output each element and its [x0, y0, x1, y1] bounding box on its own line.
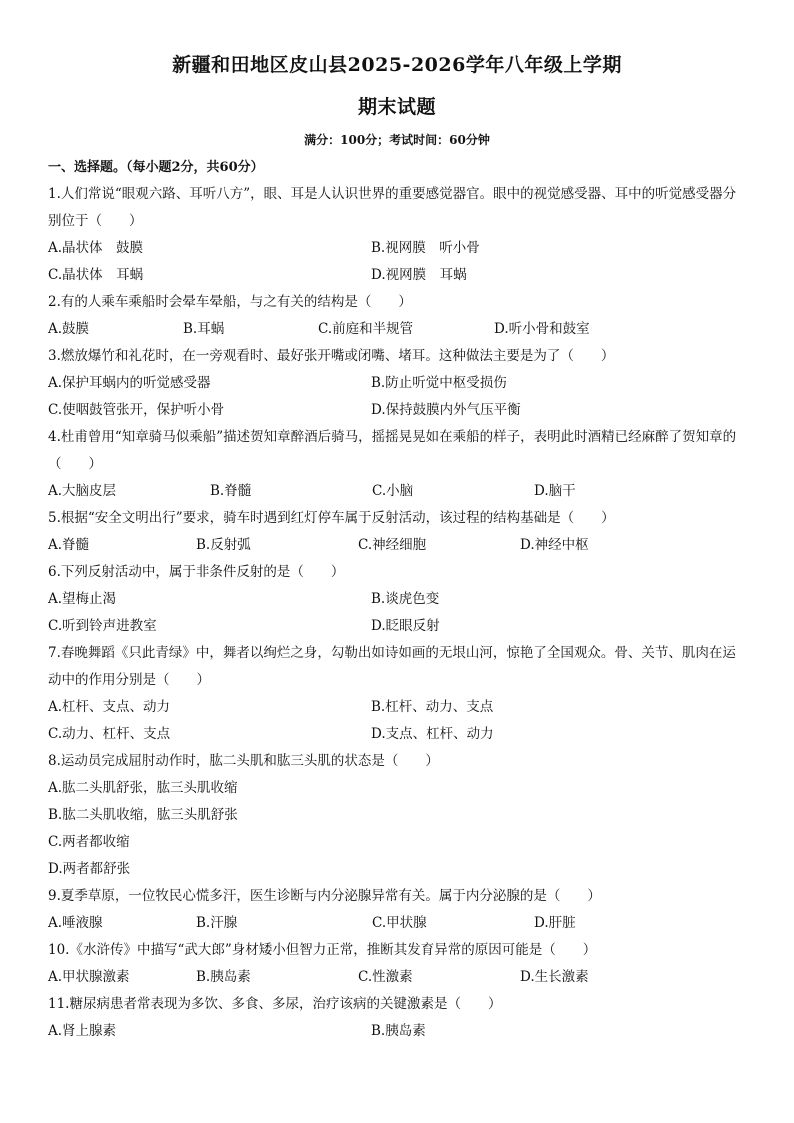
option-c: C.两者都收缩	[48, 834, 130, 850]
option-c: C.使咽鼓管张开，保护听小骨	[48, 402, 225, 418]
exam-title: 新疆和田地区皮山县2025-2026学年八年级上学期	[172, 54, 622, 76]
option-d: D.两者都舒张	[48, 861, 131, 877]
question-stem: 6.下列反射活动中，属于非条件反射的是（ ）	[48, 564, 345, 580]
option-list	[48, 694, 748, 748]
option-list	[48, 964, 748, 991]
option-b: B.防止听觉中枢受损伤	[371, 375, 507, 391]
question-2	[48, 289, 748, 343]
question-stem: 5.根据“安全文明出行”要求，骑车时遇到红灯停车属于反射活动，该过程的结构基础是（ ）	[48, 510, 615, 526]
option-list	[48, 235, 748, 289]
option-a: A.杠杆、支点、动力	[48, 699, 171, 715]
option-list	[48, 586, 748, 640]
option-b: B.杠杆、动力、支点	[371, 699, 494, 715]
exam-subtitle: 期末试题	[357, 96, 436, 118]
option-b: B.汗腺	[196, 915, 238, 931]
option-b: B.反射弧	[196, 537, 251, 553]
question-stem: 4.杜甫曾用“知章骑马似乘船”描述贺知章醉酒后骑马，摇摇晃晃如在乘船的样子，表明此时酒精已经麻醉了贺知章的（ ）	[48, 429, 737, 472]
option-c: C.性激素	[358, 969, 413, 985]
option-a: A.脊髓	[48, 537, 90, 553]
option-list	[48, 910, 748, 937]
option-a: A.保护耳蜗内的听觉感受器	[48, 375, 211, 391]
question-stem: 3.燃放爆竹和礼花时，在一旁观看时、最好张开嘴或闭嘴、堵耳。这种做法主要是为了（ ）	[48, 348, 615, 364]
option-list	[48, 478, 748, 505]
question-8	[48, 748, 748, 883]
option-d: D.神经中枢	[520, 537, 589, 553]
question-1	[48, 181, 748, 289]
option-c: C.前庭和半规管	[318, 321, 414, 337]
question-list	[48, 181, 748, 1045]
option-d: D.支点、杠杆、动力	[371, 726, 494, 742]
option-b: B.耳蜗	[183, 321, 225, 337]
option-d: D.听小骨和鼓室	[494, 321, 590, 337]
question-stem: 7.春晚舞蹈《只此青绿》中，舞者以绚烂之身，勾勒出如诗如画的无垠山河，惊艳了全国观众。骨、关节、肌肉在运动中的作用分别是（ ）	[48, 645, 736, 688]
option-b: B.视网膜 听小骨	[371, 240, 480, 256]
option-c: C.晶状体 耳蜗	[48, 267, 144, 283]
option-b: B.脊髓	[210, 483, 252, 499]
question-10	[48, 937, 748, 991]
option-c: C.听到铃声进教室	[48, 618, 157, 634]
option-a: A.甲状腺激素	[48, 969, 130, 985]
question-stem: 11.糖尿病患者常表现为多饮、多食、多尿，治疗该病的关键激素是（ ）	[48, 996, 502, 1012]
question-5	[48, 505, 748, 559]
option-list	[48, 532, 748, 559]
option-a: A.肱二头肌舒张，肱三头肌收缩	[48, 780, 238, 796]
option-list	[48, 775, 748, 883]
option-list	[48, 316, 748, 343]
score-info: 满分：100分；考试时间：60分钟	[304, 133, 490, 147]
option-b: B.肱二头肌收缩，肱三头肌舒张	[48, 807, 238, 823]
section-heading: 一、选择题。（每小题2分，共60分）	[48, 160, 264, 175]
option-c: C.甲状腺	[372, 915, 427, 931]
option-c: C.动力、杠杆、支点	[48, 726, 171, 742]
option-b: B.胰岛素	[371, 1023, 426, 1039]
question-stem: 8.运动员完成屈肘动作时，肱二头肌和肱三头肌的状态是（ ）	[48, 753, 439, 769]
option-d: D.脑干	[534, 483, 576, 499]
question-stem: 10.《水浒传》中描写“武大郎”身材矮小但智力正常，推断其发育异常的原因可能是（ ）	[48, 942, 597, 958]
option-d: D.眨眼反射	[371, 618, 440, 634]
question-11	[48, 991, 748, 1045]
option-b: B.谈虎色变	[371, 591, 440, 607]
option-a: A.望梅止渴	[48, 591, 117, 607]
question-stem: 1.人们常说“眼观六路、耳听八方”，眼、耳是人认识世界的重要感觉器官。眼中的视觉感受器、耳中的听觉感受器分别位于（ ）	[48, 186, 737, 229]
question-4	[48, 424, 748, 505]
option-c: C.小脑	[372, 483, 414, 499]
question-stem: 9.夏季草原，一位牧民心慌多汗，医生诊断与内分泌腺异常有关。属于内分泌腺的是（ ）	[48, 888, 601, 904]
option-a: A.鼓膜	[48, 321, 90, 337]
question-6	[48, 559, 748, 640]
option-list	[48, 370, 748, 424]
option-list	[48, 1018, 748, 1045]
question-7	[48, 640, 748, 748]
option-a: A.肾上腺素	[48, 1023, 117, 1039]
option-c: C.神经细胞	[358, 537, 427, 553]
option-b: B.胰岛素	[196, 969, 251, 985]
question-9	[48, 883, 748, 937]
option-a: A.唾液腺	[48, 915, 103, 931]
question-3	[48, 343, 748, 424]
option-d: D.保持鼓膜内外气压平衡	[371, 402, 521, 418]
option-d: D.肝脏	[534, 915, 576, 931]
option-a: A.晶状体 鼓膜	[48, 240, 144, 256]
option-d: D.视网膜 耳蜗	[371, 267, 467, 283]
option-a: A.大脑皮层	[48, 483, 117, 499]
question-stem: 2.有的人乘车乘船时会晕车晕船，与之有关的结构是（ ）	[48, 294, 412, 310]
option-d: D.生长激素	[520, 969, 589, 985]
